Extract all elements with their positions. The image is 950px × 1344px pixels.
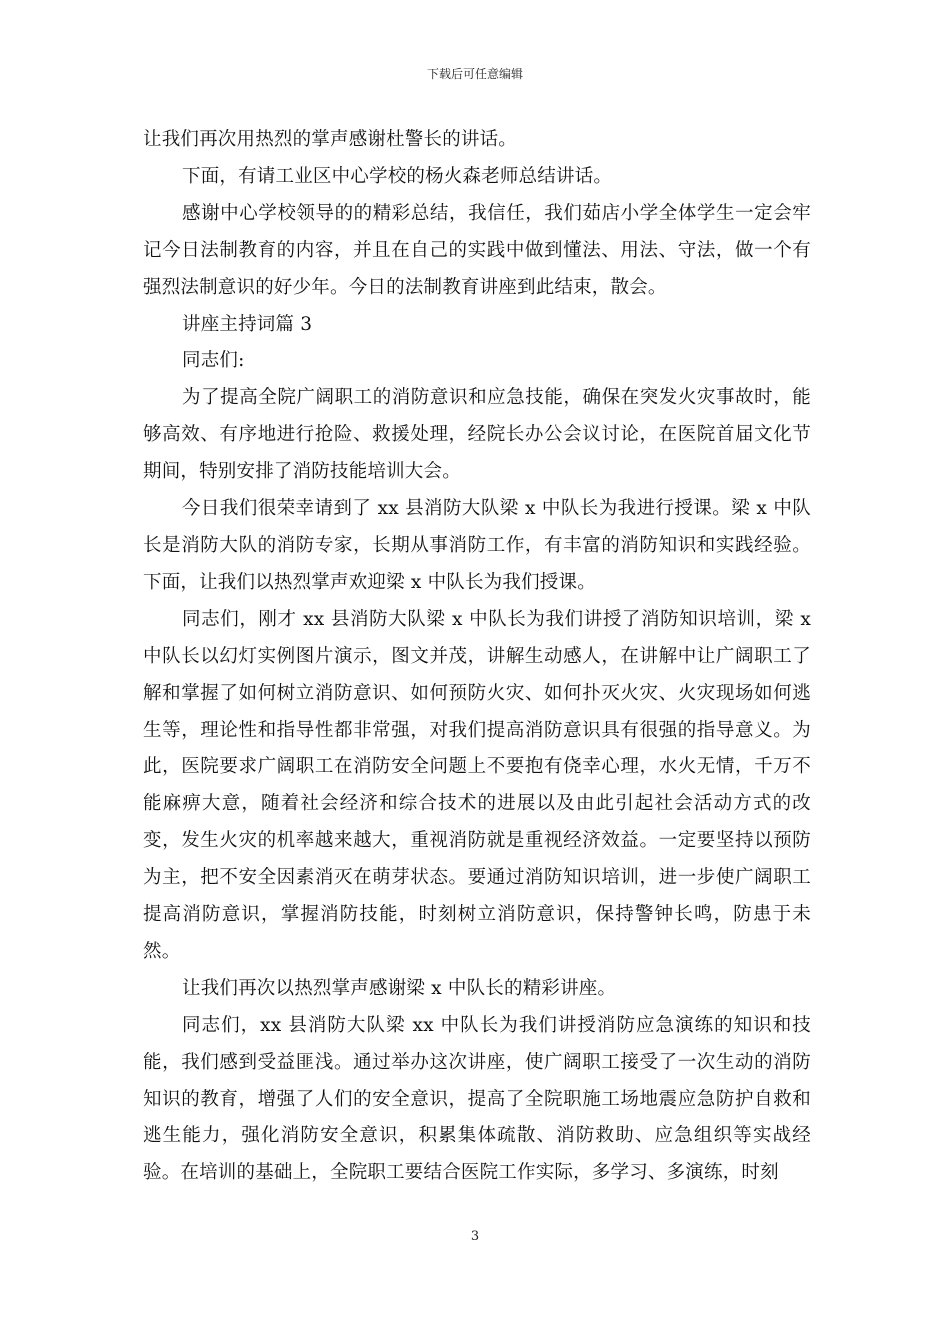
paragraph: 感谢中心学校领导的的精彩总结，我信任，我们茹店小学全体学生一定会牢记今日法制教育的内容，并且在自己的实践中做到懂法、用法、守法，做一个有强烈法制意识的好少年。今日的法制教育讲座到此结束，散会。 bbox=[143, 202, 811, 298]
document-body bbox=[143, 122, 811, 1192]
paragraph: 让我们再次用热烈的掌声感谢杜警长的讲话。 bbox=[143, 129, 518, 150]
salutation: 同志们: bbox=[182, 350, 245, 372]
section-heading: 讲座主持词篇 3 bbox=[182, 313, 313, 335]
page-number: 3 bbox=[470, 1229, 480, 1244]
paragraph: 同志们，xx 县消防大队梁 xx 中队长为我们讲授消防应急演练的知识和技能，我们感到受益匪浅。通过举办这次讲座，使广阔职工接受了一次生动的消防知识的教育，增强了人们的安全意识，提高了全院职施工场地震应急防护自救和逃生能力，强化消防安全意识，积累集体疏散、消防救助、应急组织等实战经验。在培训的基础上，全院职工要结合医院工作实际，多学习、多演练，时刻 bbox=[143, 1014, 811, 1184]
paragraph: 为了提高全院广阔职工的消防意识和应急技能，确保在突发火灾事故时，能够高效、有序地进行抢险、救援处理，经院长办公会议讨论，在医院首届文化节期间，特别安排了消防技能培训大会。 bbox=[143, 387, 811, 483]
paragraph: 下面，有请工业区中心学校的杨火森老师总结讲话。 bbox=[182, 165, 613, 187]
paragraph: 同志们，刚才 xx 县消防大队梁 x 中队长为我们讲授了消防知识培训，梁 x 中队长以幻灯实例图片演示，图文并茂，讲解生动感人，在讲解中让广阔职工了解和掌握了如何树立消防意识、如何预防火灾、如何扑灭火灾、火灾现场如何逃生等，理论性和指导性都非常强，对我们提高消防意识具有很强的指导意义。为此，医院要求广阔职工在消防安全问题上不要抱有侥幸心理，水火无情，千万不能麻痹大意，随着社会经济和综合技术的进展以及由此引起社会活动方式的改变，发生火灾的机率越来越大，重视消防就是重视经济效益。一定要坚持以预防为主，把不安全因素消灭在萌芽状态。要通过消防知识培训，进一步使广阔职工提高消防意识，掌握消防技能，时刻树立消防意识，保持警钟长鸣，防患于未然。 bbox=[143, 608, 811, 962]
page-header: 下载后可任意编辑 bbox=[426, 67, 523, 81]
paragraph: 让我们再次以热烈掌声感谢梁 x 中队长的精彩讲座。 bbox=[182, 977, 617, 999]
paragraph: 今日我们很荣幸请到了 xx 县消防大队梁 x 中队长为我进行授课。梁 x 中队长是消防大队的消防专家，长期从事消防工作，有丰富的消防知识和实践经验。下面，让我们以热烈掌声欢迎梁 x 中队长为我们授课。 bbox=[143, 498, 811, 593]
